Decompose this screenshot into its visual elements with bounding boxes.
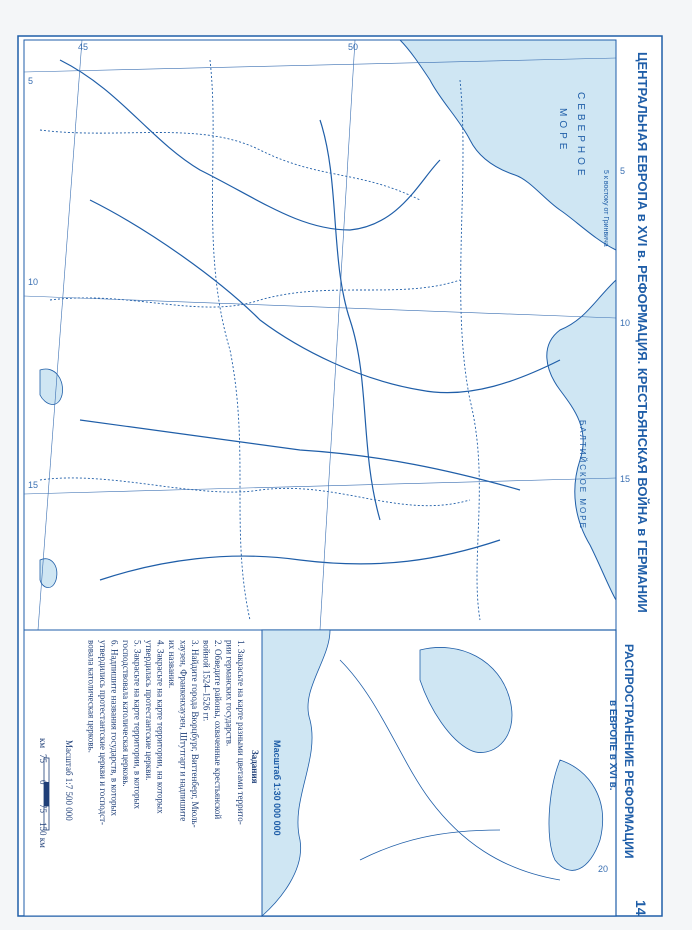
scale-150: 150 км bbox=[38, 822, 48, 848]
task-line: 4. Закрасьте на карте территории, на которых bbox=[155, 640, 166, 814]
scale-75-left: 75 bbox=[38, 754, 48, 763]
tasks-heading: Задания bbox=[250, 750, 260, 784]
scale-75: 75 bbox=[38, 804, 48, 813]
page-number: 14 bbox=[633, 900, 649, 916]
tasks-panel bbox=[24, 630, 262, 916]
inset-subtitle: в ЕВРОПЕ в XVI в. bbox=[607, 700, 618, 791]
task-line: вовала католическая церковь. bbox=[86, 640, 97, 753]
lat-45: 45 bbox=[78, 42, 89, 52]
task-line: 5. Закрасьте на карте территории, в которых bbox=[132, 640, 143, 810]
scale-km-unit: км bbox=[38, 738, 48, 749]
task-line: 2. Обведите районы, охваченные крестьянской bbox=[213, 640, 223, 820]
task-line: 6. Надпишите названия государств, в которых bbox=[109, 640, 120, 817]
scale-label: Масштаб 1:7 500 000 bbox=[64, 740, 74, 821]
meridian-note: 5 к востоку от Гринвича bbox=[602, 170, 609, 247]
lon-10-bottom: 10 bbox=[620, 318, 631, 328]
task-line: рии германских государств. bbox=[224, 640, 235, 747]
lat-50: 50 bbox=[348, 42, 359, 52]
inset-lon-20: 20 bbox=[598, 864, 609, 874]
inset-map bbox=[262, 630, 616, 916]
task-line: их названия. bbox=[167, 640, 177, 689]
page-title: ЦЕНТРАЛЬНАЯ ЕВРОПА в XVI в. РЕФОРМАЦИЯ. КРЕСТЬЯНСКАЯ ВОЙНА в ГЕРМАНИИ bbox=[635, 52, 650, 613]
inset-scale: Масштаб 1:30 000 000 bbox=[272, 740, 282, 836]
lon-15-bottom: 15 bbox=[620, 474, 631, 484]
inset-title: РАСПРОСТРАНЕНИЕ РЕФОРМАЦИИ bbox=[622, 644, 636, 859]
scale-bar bbox=[44, 758, 49, 830]
lon-5-top: 5 bbox=[28, 76, 34, 86]
task-line: господствовала католическая церковь. bbox=[121, 640, 131, 787]
lon-15-top: 15 bbox=[28, 480, 39, 490]
task-line: войной 1524–1526 гг. bbox=[201, 640, 212, 722]
baltic-sea-label: БАЛТИЙСКОЕ МОРЕ bbox=[578, 420, 587, 530]
task-list bbox=[87, 640, 247, 828]
scale-0: 0 bbox=[38, 780, 48, 785]
task-line: 3. Найдите города Вюрцбург, Виттенберг, Мюль- bbox=[190, 640, 200, 828]
task-line: утвердилась протестантские церкви. bbox=[144, 640, 154, 781]
task-line: утвердились протестантские церкви и господст- bbox=[98, 640, 108, 826]
lon-10-top: 10 bbox=[28, 277, 39, 287]
north-sea-label-1: СЕВЕРНОЕ bbox=[575, 92, 586, 180]
lon-5-bottom: 5 bbox=[620, 166, 626, 176]
task-line: хаузен, Франкенхаузен, Штутгарт и надпишите bbox=[178, 640, 189, 822]
north-sea-label-2: МОРЕ bbox=[557, 108, 568, 154]
task-line: 1. Закрасьте на карте разными цветами террито- bbox=[236, 640, 246, 825]
